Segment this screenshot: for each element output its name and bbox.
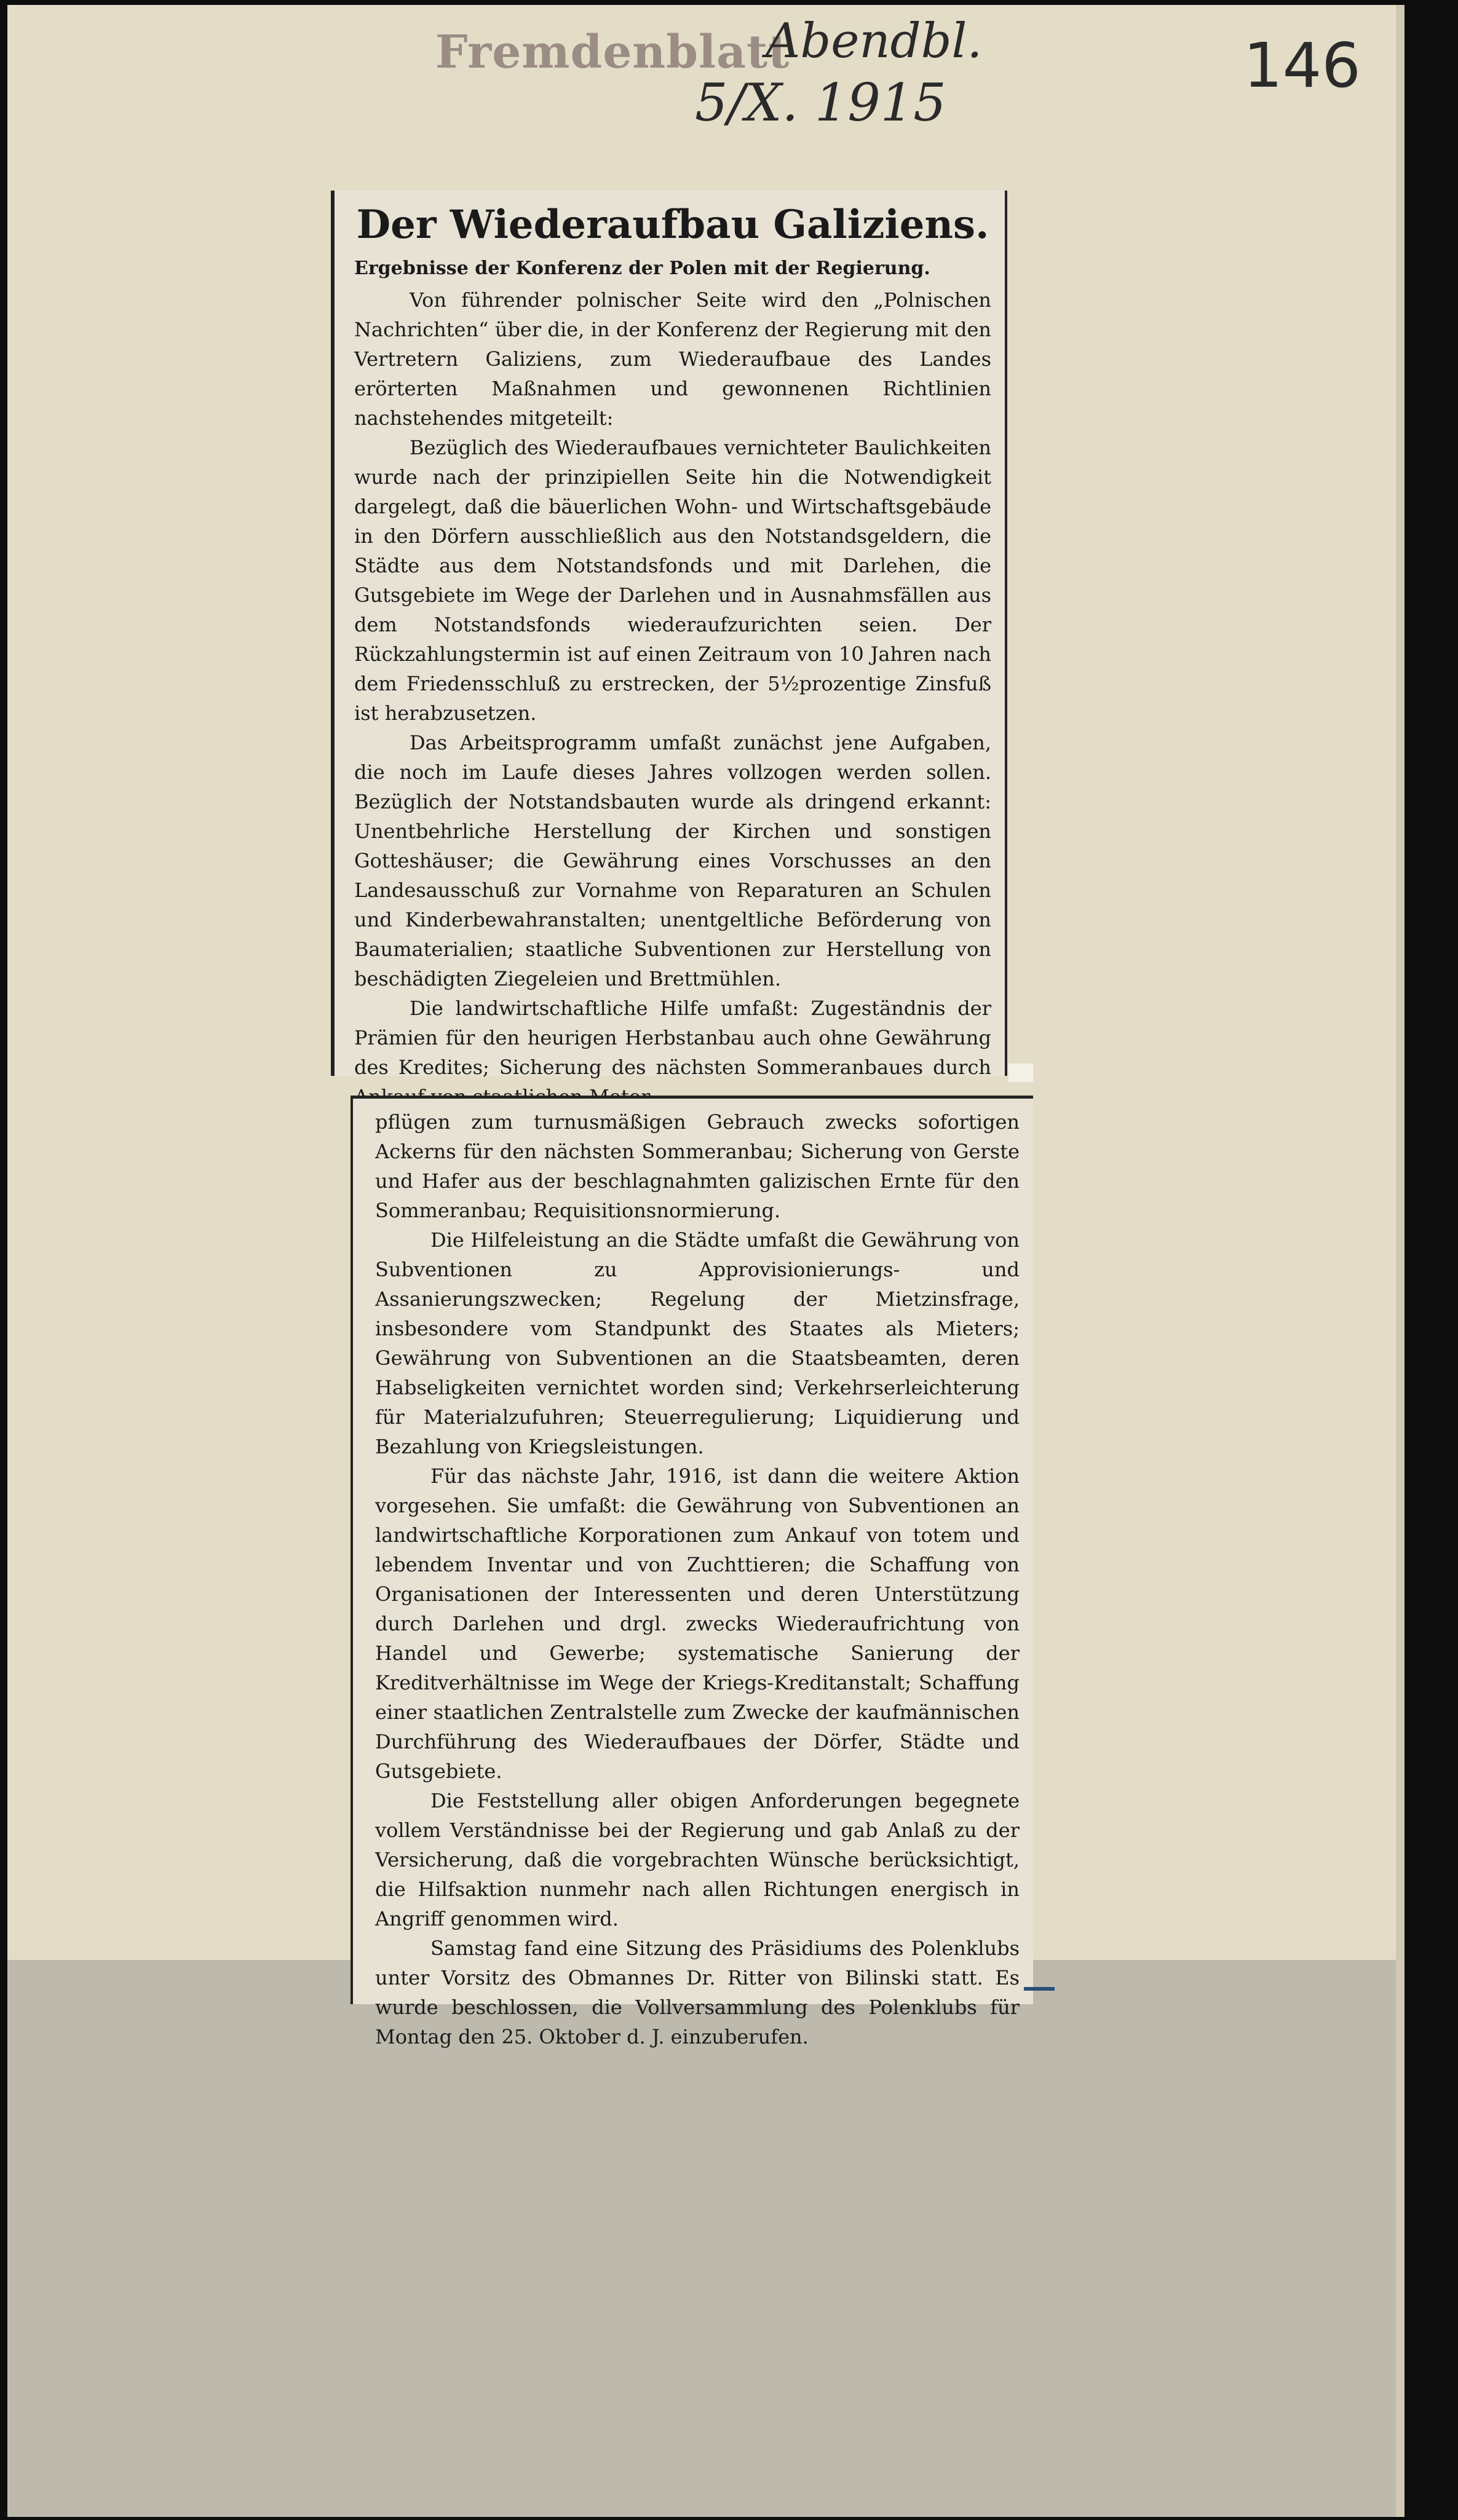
clipping-part-2 [351,1096,1033,2048]
end-rule [1024,1987,1055,1991]
paragraph: Die Feststellung aller obigen Anforderungen begegnete vollem Verständnisse bei der Regierung und gab Anlaß zu der Versicherung, daß die vorgebrachten Wünsche berücksichtigt, die Hilfsaktion nunmehr nach allen Richtungen energisch in Angriff genommen wird. [375,1789,1020,1930]
paragraph: Das Arbeitsprogramm umfaßt zunächst jene Aufgaben, die noch im Laufe dieses Jahres vollzogen werden sollen. Bezüglich der Notstandsbauten wurde als dringend erkannt: Unentbehrliche Herstellung der Kirchen und sonstigen Gotteshäuser; die Gewährung eines Vorschusses an den Landesausschuß zur Vornahme von Reparaturen an Schulen und Kinderbewahranstalten; unentgeltliche Beförderung von Baumaterialien; staatliche Subventionen zur Herstellung von beschädigten Ziegeleien und Brettmühlen. [354,731,991,990]
paragraph: Bezüglich des Wiederaufbaues vernichteter Baulichkeiten wurde nach der prinzipiellen Seite hin die Notwendigkeit dargelegt, daß die bäuerlichen Wohn- und Wirtschaftsgebäude in den Dörfern ausschließlich aus den Notstandsgeldern, die Städte aus dem Notstandsfonds und mit Darlehen, die Gutsgebiete im Wege der Darlehen und in Ausnahmsfällen aus dem Notstandsfonds wiederaufzurichten seien. Der Rückzahlungstermin ist auf einen Zeitraum von 10 Jahren nach dem Friedensschluß zu erstrecken, der 5½prozentige Zinsfuß ist herabzusetzen. [354,436,991,725]
article-subheadline: Ergebnisse der Konferenz der Polen mit der Regierung. [354,258,930,279]
paragraph: Die Hilfeleistung an die Städte umfaßt die Gewährung von Subventionen zu Approvisionierungs- und Assanierungszwecken; Regelung der Mietzinsfrage, insbesondere vom Standpunkt des Staates als Mieters; Gewährung von Subventionen an die Staatsbeamten, deren Habseligkeiten vernichtet worden sind; Verkehrserleichterung für Materialzufuhren; Steuerregulierung; Liquidierung und Bezahlung von Kriegsleistungen. [375,1228,1020,1458]
handwritten-edition: Abendbl. [766,14,983,69]
paragraph: pflügen zum turnusmäßigen Gebrauch zwecks sofortigen Ackerns für den nächsten Sommeranbau; Sicherung von Gerste und Hafer aus der beschlagnahmten galizischen Ernte für den Sommeranbau; Requisitionsnormierung. [375,1110,1020,1222]
article-column-2 [375,1107,1020,2052]
paragraph: Die landwirtschaftliche Hilfe umfaßt: Zugeständnis der Prämien für den heurigen Herbstanbau auch ohne Gewährung des Kredites; Sicherung des nächsten Sommeranbaues durch [354,997,991,1079]
article-column-1 [354,285,991,1112]
sheet-edge [1396,5,1405,2517]
paragraph: Samstag fand eine Sitzung des Präsidiums des Polenklubs unter Vorsitz des Obmannes Dr. Ritter von Bilinski statt. Es wurde beschlossen, die Vollversammlung des Polenklubs für Montag den 25. Oktober d. J. einzuberufen. [375,1937,1020,2048]
handwritten-page-number: 146 [1243,30,1361,101]
paper-smudge [1008,1064,1033,1082]
paragraph: Für das nächste Jahr, 1916, ist dann die weitere Aktion vorgesehen. Sie umfaßt: die Gewährung von Subventionen an landwirtschaftliche Korporationen zum Ankauf von totem und lebendem Inventar und von Zuchttieren; die Schaffung von Organisationen der Interessenten und deren Unterstützung durch Darlehen und drgl. zwecks Wiederaufrichtung von Handel und Gewerbe; systematische Sanierung der Kreditverhältnisse im Wege der Kriegs-Kreditanstalt; Schaffung einer staatlichen Zentralstelle zum Zwecke der kaufmännischen Durchführung des Wiederaufbaues der Dörfer, Städte und Gutsgebiete. [375,1464,1020,1783]
handwritten-date: 5/X. 1915 [695,73,946,133]
paragraph: Von führender polnischer Seite wird den „Polnischen Nachrichten“ über die, in der Konferenz der Regierung mit den Vertretern Galiziens, zum Wiederaufbaue des Landes erörterten Maßnahmen und gewonnenen Richtlinien nachstehendes mitgeteilt: [354,288,991,430]
newspaper-stamp: Fremdenblatt [435,26,790,79]
clipping-part-1 [331,191,1007,1079]
article-headline: Der Wiederaufbau Galiziens. [356,202,989,248]
